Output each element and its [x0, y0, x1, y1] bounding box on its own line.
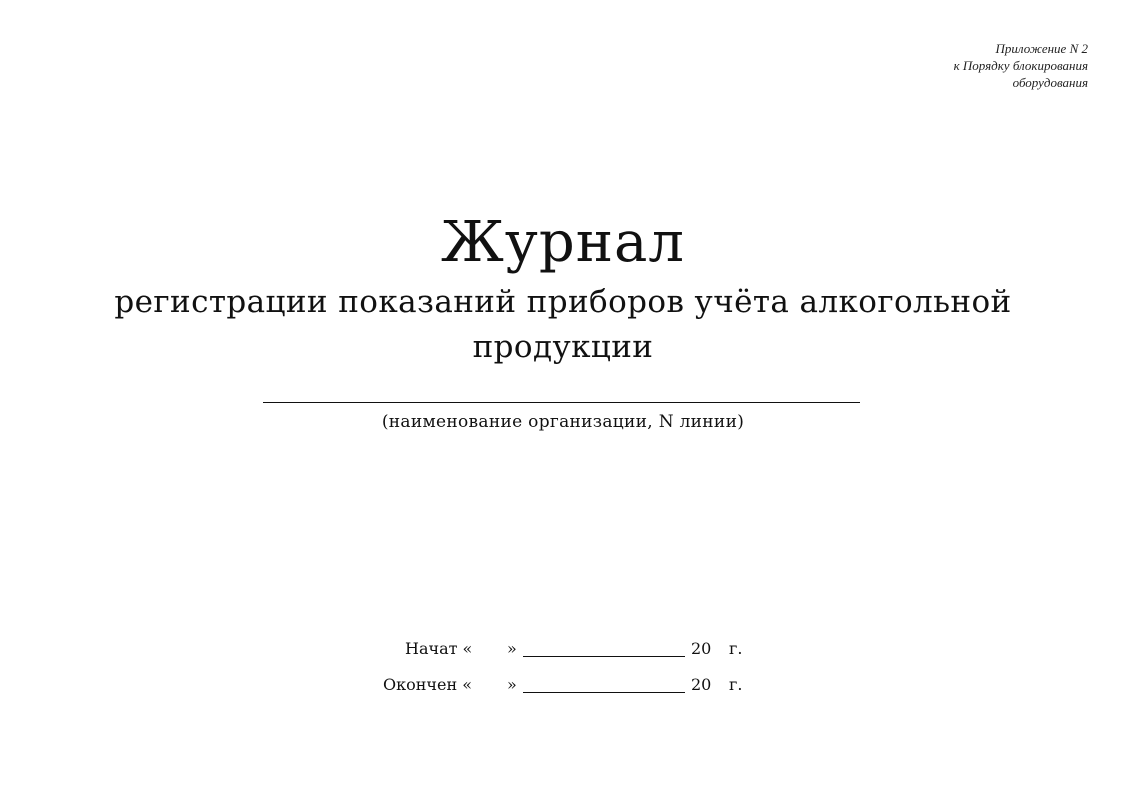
started-year-prefix: 20: [691, 639, 712, 658]
ended-year-suffix: г.: [729, 675, 743, 694]
ended-year-prefix: 20: [691, 675, 712, 694]
journal-subtitle: регистрации показаний приборов учёта алкогольной продукции: [114, 284, 1012, 365]
appendix-note: [954, 40, 1088, 91]
ended-month-blank: [523, 692, 685, 693]
ended-close-quote: »: [507, 675, 517, 694]
appendix-line-1: Приложение N 2: [995, 41, 1088, 56]
appendix-line-3: оборудования: [1012, 75, 1088, 90]
started-date-row: [0, 637, 1126, 661]
started-year-suffix: г.: [729, 639, 743, 658]
organization-caption: (наименование организации, N линии): [381, 412, 745, 432]
journal-title: Журнал: [441, 210, 685, 275]
started-close-quote: »: [507, 639, 517, 658]
ended-date-row: [0, 673, 1126, 697]
started-month-blank: [523, 656, 685, 657]
started-label: Начат «: [405, 639, 473, 658]
ended-label: Окончен «: [383, 675, 472, 694]
organization-name-blank-line: [263, 402, 860, 403]
appendix-line-2: к Порядку блокирования: [953, 58, 1088, 73]
